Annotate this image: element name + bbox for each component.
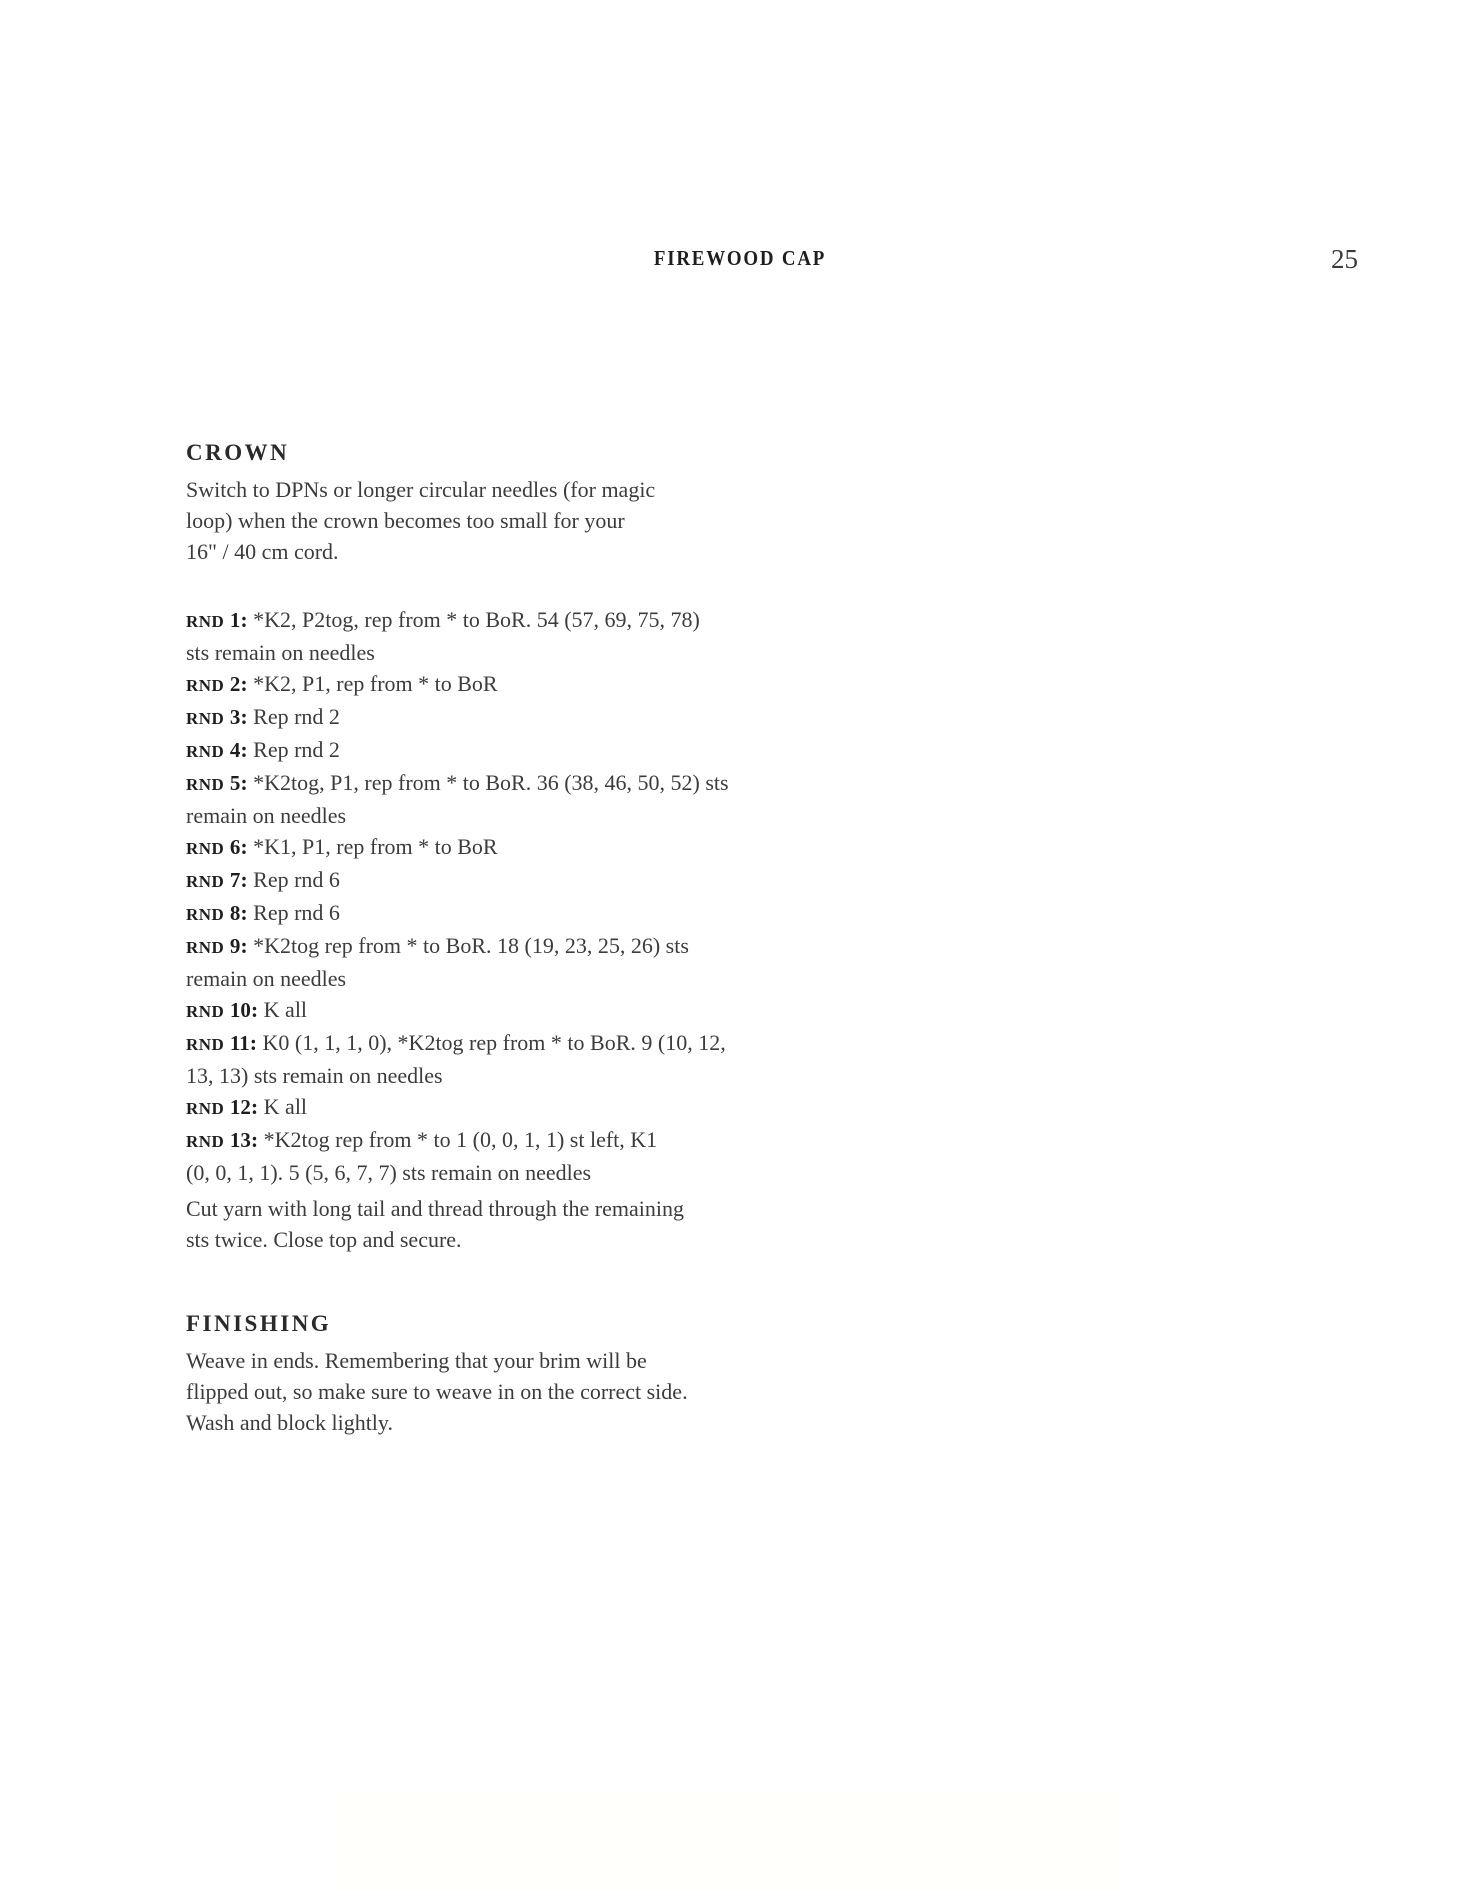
round-colon: : — [240, 607, 248, 632]
crown-heading: CROWN — [186, 440, 290, 465]
round-colon: : — [240, 900, 248, 925]
round-colon: : — [250, 997, 259, 1022]
round-number: 6 — [229, 835, 241, 859]
round-instruction-text: *K2tog rep from * to 1 (0, 0, 1, 1) st left, K1 — [263, 1127, 658, 1152]
round-5-line-1 — [186, 767, 766, 800]
rounds-list — [186, 604, 766, 1188]
round-6-line-1 — [186, 831, 766, 864]
round-colon: : — [240, 737, 248, 762]
finishing-line-3: Wash and block lightly. — [186, 1410, 393, 1435]
round-10-line-1 — [186, 994, 766, 1027]
crown-intro-line-1: Switch to DPNs or longer circular needles (for magic — [186, 477, 656, 502]
round-3-line-1 — [186, 701, 766, 734]
finishing-section — [186, 1309, 766, 1438]
round-number: 11 — [229, 1031, 250, 1055]
round-colon: : — [240, 671, 248, 696]
round-11-line-2 — [186, 1060, 766, 1091]
round-label: RND — [186, 839, 225, 858]
round-number: 13 — [229, 1128, 251, 1152]
round-label: RND — [186, 872, 225, 891]
round-number: 9 — [229, 934, 241, 958]
round-2-line-1 — [186, 668, 766, 701]
round-colon: : — [240, 704, 248, 729]
round-instruction-text: *K1, P1, rep from * to BoR — [253, 834, 498, 859]
round-colon: : — [240, 867, 248, 892]
round-label: RND — [186, 709, 225, 728]
round-label: RND — [186, 742, 225, 761]
round-number: 2 — [229, 672, 241, 696]
crown-intro-line-3: 16" / 40 cm cord. — [186, 539, 339, 564]
round-instruction-text: Rep rnd 2 — [253, 737, 340, 762]
round-12-line-1 — [186, 1091, 766, 1124]
finishing-line-1: Weave in ends. Remembering that your brim will be — [186, 1348, 647, 1373]
round-instruction-text: remain on needles — [186, 966, 347, 991]
round-label: RND — [186, 905, 225, 924]
round-instruction-text: Rep rnd 6 — [253, 900, 340, 925]
round-1-line-2 — [186, 637, 766, 668]
running-head-title: FIREWOOD CAP — [653, 246, 827, 270]
round-instruction-text: sts remain on needles — [186, 640, 375, 665]
round-instruction-text: Rep rnd 2 — [253, 704, 340, 729]
round-colon: : — [250, 1094, 259, 1119]
closing-line-2: sts twice. Close top and secure. — [186, 1227, 462, 1252]
bottom-tint-strip — [334, 1790, 1120, 1890]
round-instruction-text: K all — [263, 1094, 308, 1119]
round-5-line-2 — [186, 800, 766, 831]
round-instruction-text: *K2tog rep from * to BoR. 18 (19, 23, 25, 26) sts — [253, 933, 689, 958]
finishing-heading: FINISHING — [186, 1311, 332, 1336]
round-13-line-1 — [186, 1124, 766, 1157]
page-number: 25 — [1331, 244, 1358, 274]
round-number: 7 — [229, 868, 241, 892]
round-instruction-text: *K2, P1, rep from * to BoR — [253, 671, 498, 696]
round-8-line-1 — [186, 897, 766, 930]
round-number: 1 — [229, 608, 241, 632]
round-instruction-text: K all — [263, 997, 308, 1022]
round-number: 5 — [229, 771, 241, 795]
round-label: RND — [186, 938, 225, 957]
finishing-line-2: flipped out, so make sure to weave in on the correct side. — [186, 1379, 688, 1404]
crown-closing — [186, 1193, 766, 1255]
round-7-line-1 — [186, 864, 766, 897]
round-colon: : — [240, 933, 248, 958]
round-label: RND — [186, 1035, 225, 1054]
round-label: RND — [186, 1002, 225, 1021]
round-label: RND — [186, 676, 225, 695]
round-9-line-2 — [186, 963, 766, 994]
round-9-line-1 — [186, 930, 766, 963]
round-label: RND — [186, 1132, 225, 1151]
round-number: 10 — [229, 998, 251, 1022]
round-colon: : — [240, 834, 248, 859]
round-1-line-1 — [186, 604, 766, 637]
round-number: 8 — [229, 901, 241, 925]
round-colon: : — [240, 770, 248, 795]
closing-line-1: Cut yarn with long tail and thread through the remaining — [186, 1196, 684, 1221]
round-instruction-text: (0, 0, 1, 1). 5 (5, 6, 7, 7) sts remain on needles — [186, 1160, 592, 1185]
round-instruction-text: remain on needles — [186, 803, 347, 828]
round-number: 12 — [229, 1095, 251, 1119]
round-colon: : — [249, 1030, 258, 1055]
round-label: RND — [186, 775, 225, 794]
round-4-line-1 — [186, 734, 766, 767]
crown-section — [186, 438, 766, 567]
round-label: RND — [186, 612, 225, 631]
round-label: RND — [186, 1099, 225, 1118]
round-11-line-1 — [186, 1027, 766, 1060]
crown-intro-line-2: loop) when the crown becomes too small for your — [186, 508, 625, 533]
round-number: 4 — [229, 738, 241, 762]
round-instruction-text: Rep rnd 6 — [253, 867, 340, 892]
round-instruction-text: K0 (1, 1, 1, 0), *K2tog rep from * to BoR. 9 (10, 12, — [262, 1030, 726, 1055]
round-13-line-2 — [186, 1157, 766, 1188]
round-instruction-text: *K2tog, P1, rep from * to BoR. 36 (38, 46, 50, 52) sts — [253, 770, 729, 795]
round-instruction-text: *K2, P2tog, rep from * to BoR. 54 (57, 69, 75, 78) — [253, 607, 700, 632]
round-instruction-text: 13, 13) sts remain on needles — [186, 1063, 443, 1088]
round-number: 3 — [229, 705, 241, 729]
round-colon: : — [250, 1127, 259, 1152]
